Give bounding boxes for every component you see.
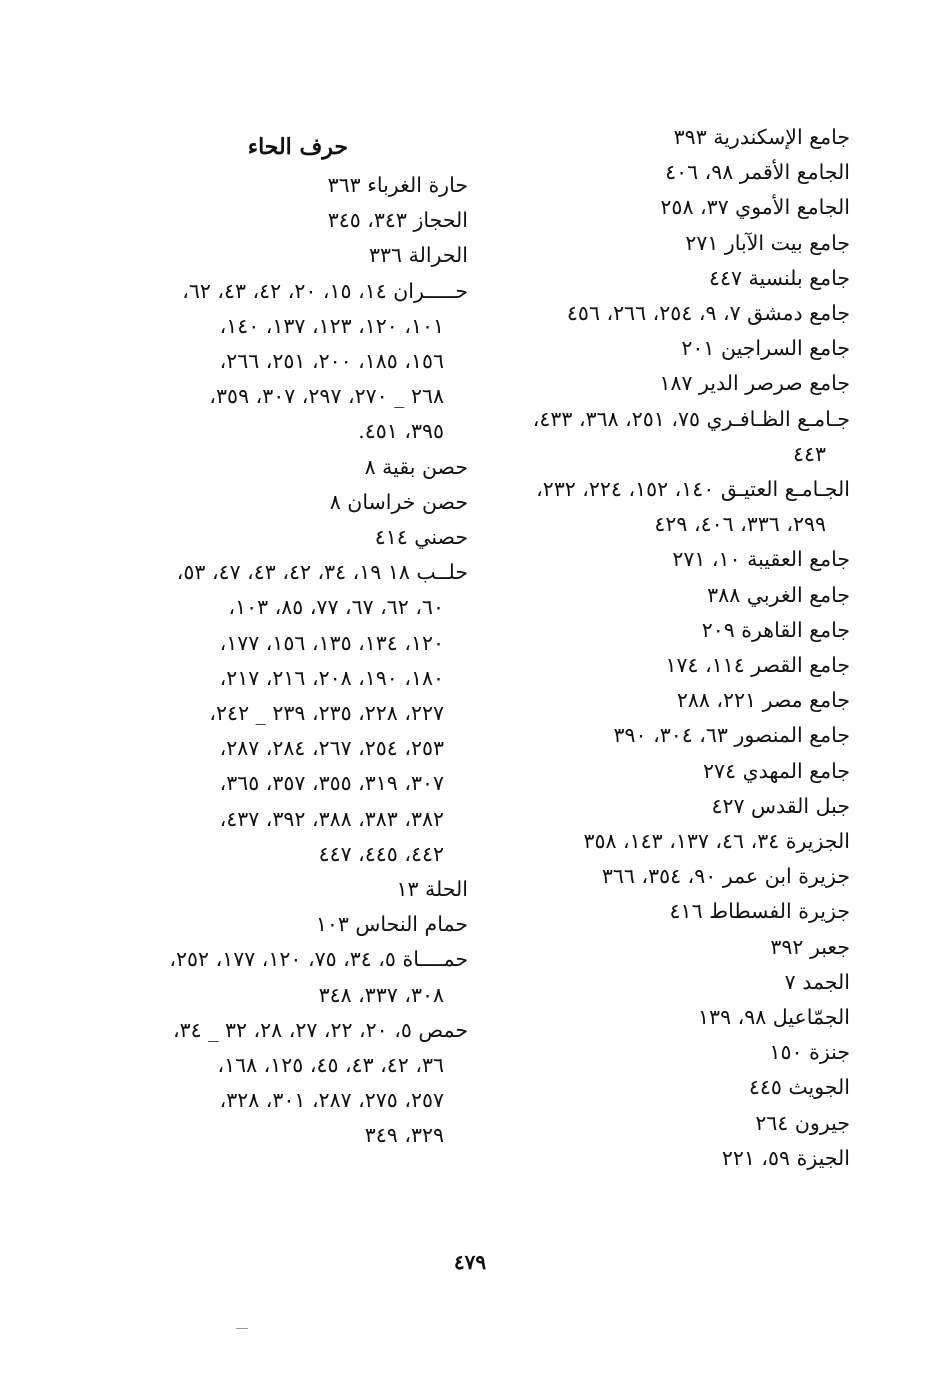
index-entry: جزيرة الفسطاط ٤١٦ (669, 899, 850, 924)
index-entry-continuation: ٤٤٣ (792, 441, 826, 466)
index-entry: جامع مصر ٢٢١، ٢٨٨ (676, 688, 850, 713)
index-entry: حـــــران ١٤، ١٥، ٢٠، ٤٢، ٤٣، ٦٢، (182, 278, 468, 303)
index-entry-continuation: ٣٦، ٤٢، ٤٣، ٤٥، ١٢٥، ١٦٨، (217, 1053, 444, 1078)
page-number: ٤٧٩ (453, 1250, 487, 1274)
index-entry: حصن بقية ٨ (364, 454, 468, 479)
index-entry-continuation: ٣٠٧، ٣١٩، ٣٥٥، ٣٥٧، ٣٦٥، (219, 771, 444, 796)
index-entry: جامع القصر ١١٤، ١٧٤ (665, 653, 850, 678)
index-entry: حلــب ١٨ ١٩، ٣٤، ٤٢، ٤٣، ٤٧، ٥٣، (176, 560, 468, 585)
index-entry: الحرالة ٣٣٦ (369, 243, 468, 268)
right-index-column (485, 120, 850, 1176)
index-entry-continuation: ٦٠، ٦٢، ٦٧، ٧٧، ٨٥، ١٠٣، (228, 595, 444, 620)
index-entry: جامع دمشق ٧، ٩، ٢٥٤، ٢٦٦، ٤٥٦ (566, 301, 850, 326)
index-entry: الجمد ٧ (784, 969, 850, 994)
index-entry-continuation: ١٥٦، ١٨٥، ٢٠٠، ٢٥١، ٢٦٦، (219, 349, 444, 374)
index-entry: الجزيرة ٣٤، ٤٦، ١٣٧، ١٤٣، ٣٥٨ (583, 829, 850, 854)
index-entry: جامع المنصور ٦٣، ٣٠٤، ٣٩٠ (613, 723, 850, 748)
index-entry: جامع المهدي ٢٧٤ (703, 758, 850, 783)
index-entry: جامع بيت الآبار ٢٧١ (685, 230, 850, 255)
index-entry: جيرون ٢٦٤ (755, 1110, 850, 1135)
index-entry: جامع الغربي ٣٨٨ (707, 582, 850, 607)
index-entry: الحجاز ٣٤٣، ٣٤٥ (327, 208, 468, 233)
index-entry-continuation: ٣٨٢، ٣٨٣، ٣٨٨، ٣٩٢، ٤٣٧، (219, 806, 444, 831)
section-heading: حرف الحاء (247, 134, 348, 160)
index-entry-continuation: ٤٤٢، ٤٤٥، ٤٤٧ (318, 841, 444, 866)
index-entry: جامع الإسكندرية ٣٩٣ (673, 125, 850, 149)
index-entry-continuation: ١٨٠، ١٩٠، ٢٠٨، ٢١٦، ٢١٧، (219, 665, 444, 690)
index-entry: جامع السراجين ٢٠١ (681, 336, 850, 361)
index-entry: الجامع الأموي ٣٧، ٢٥٨ (660, 195, 850, 220)
index-entry: حمام النحاس ١٠٣ (315, 912, 468, 937)
index-entry: الحلة ١٣ (396, 877, 468, 902)
index-entry-continuation: ٢٥٧، ٢٧٥، ٢٨٧، ٣٠١، ٣٢٨، (219, 1088, 444, 1113)
index-entry: الجـامـع العتيـق ١٤٠، ١٥٢، ٢٢٤، ٢٣٢، (536, 477, 850, 502)
index-entry-continuation: ١٠١، ١٢٠، ١٢٣، ١٣٧، ١٤٠، (219, 313, 444, 338)
left-index-column (106, 120, 468, 1154)
index-entry: جعبر ٣٩٢ (770, 934, 850, 959)
index-entry: جبل القدس ٤٢٧ (711, 793, 850, 818)
index-entry: حارة الغرباء ٣٦٣ (327, 173, 468, 197)
index-entry: حمــــاة ٥، ٣٤، ٧٥، ١٢٠، ١٧٧، ٢٥٢، (169, 947, 468, 972)
index-entry: جـامـع الظـافـري ٧٥، ٢٥١، ٣٦٨، ٤٣٣، (532, 406, 850, 431)
index-entry-continuation: ٢٩٩، ٣٣٦، ٤٠٦، ٤٢٩ (654, 512, 826, 537)
index-entry-continuation: ٣٢٩، ٣٤٩ (364, 1123, 444, 1148)
index-entry-continuation: ١٢٠، ١٣٤، ١٣٥، ١٥٦، ١٧٧، (219, 630, 444, 655)
index-entry: الجيزة ٥٩، ٢٢١ (721, 1145, 850, 1170)
index-entry: جامع العقيبة ١٠، ٢٧١ (672, 547, 850, 572)
index-entry: جزيرة ابن عمر ٩٠، ٣٥٤، ٣٦٦ (601, 864, 850, 889)
index-entry: الجامع الأقمر ٩٨، ٤٠٦ (665, 160, 850, 185)
index-entry-continuation: ٢٥٣، ٢٥٤، ٢٦٧، ٢٨٤، ٢٨٧، (219, 736, 444, 761)
index-entry-continuation: ٢٢٧، ٢٢٨، ٢٣٥، ٢٣٩ _ ٢٤٢، (209, 701, 444, 726)
index-entry: حمص ٥، ٢٠، ٢٢، ٢٧، ٢٨، ٣٢ _ ٣٤، (173, 1017, 468, 1042)
index-entry: حصن خراسان ٨ (329, 489, 468, 514)
scan-speck (236, 1328, 248, 1329)
index-entry-continuation: ٣٠٨، ٣٣٧، ٣٤٨ (318, 982, 444, 1007)
index-entry-continuation: ٣٩٥، ٤٥١. (358, 419, 444, 444)
index-entry-continuation: ٢٦٨ _ ٢٧٠، ٢٩٧، ٣٠٧، ٣٥٩، (209, 384, 444, 409)
index-entry: حصني ٤١٤ (374, 525, 468, 550)
index-entry: جامع القاهرة ٢٠٩ (701, 617, 850, 642)
index-entry: الجويث ٤٤٥ (748, 1075, 850, 1100)
index-entry: جامع بلنسية ٤٤٧ (708, 265, 850, 290)
index-entry: جامع صرصر الدير ١٨٧ (659, 371, 850, 396)
index-entry: جنزة ١٥٠ (769, 1040, 850, 1065)
index-entry: الجمّاعيل ٩٨، ١٣٩ (698, 1005, 850, 1030)
